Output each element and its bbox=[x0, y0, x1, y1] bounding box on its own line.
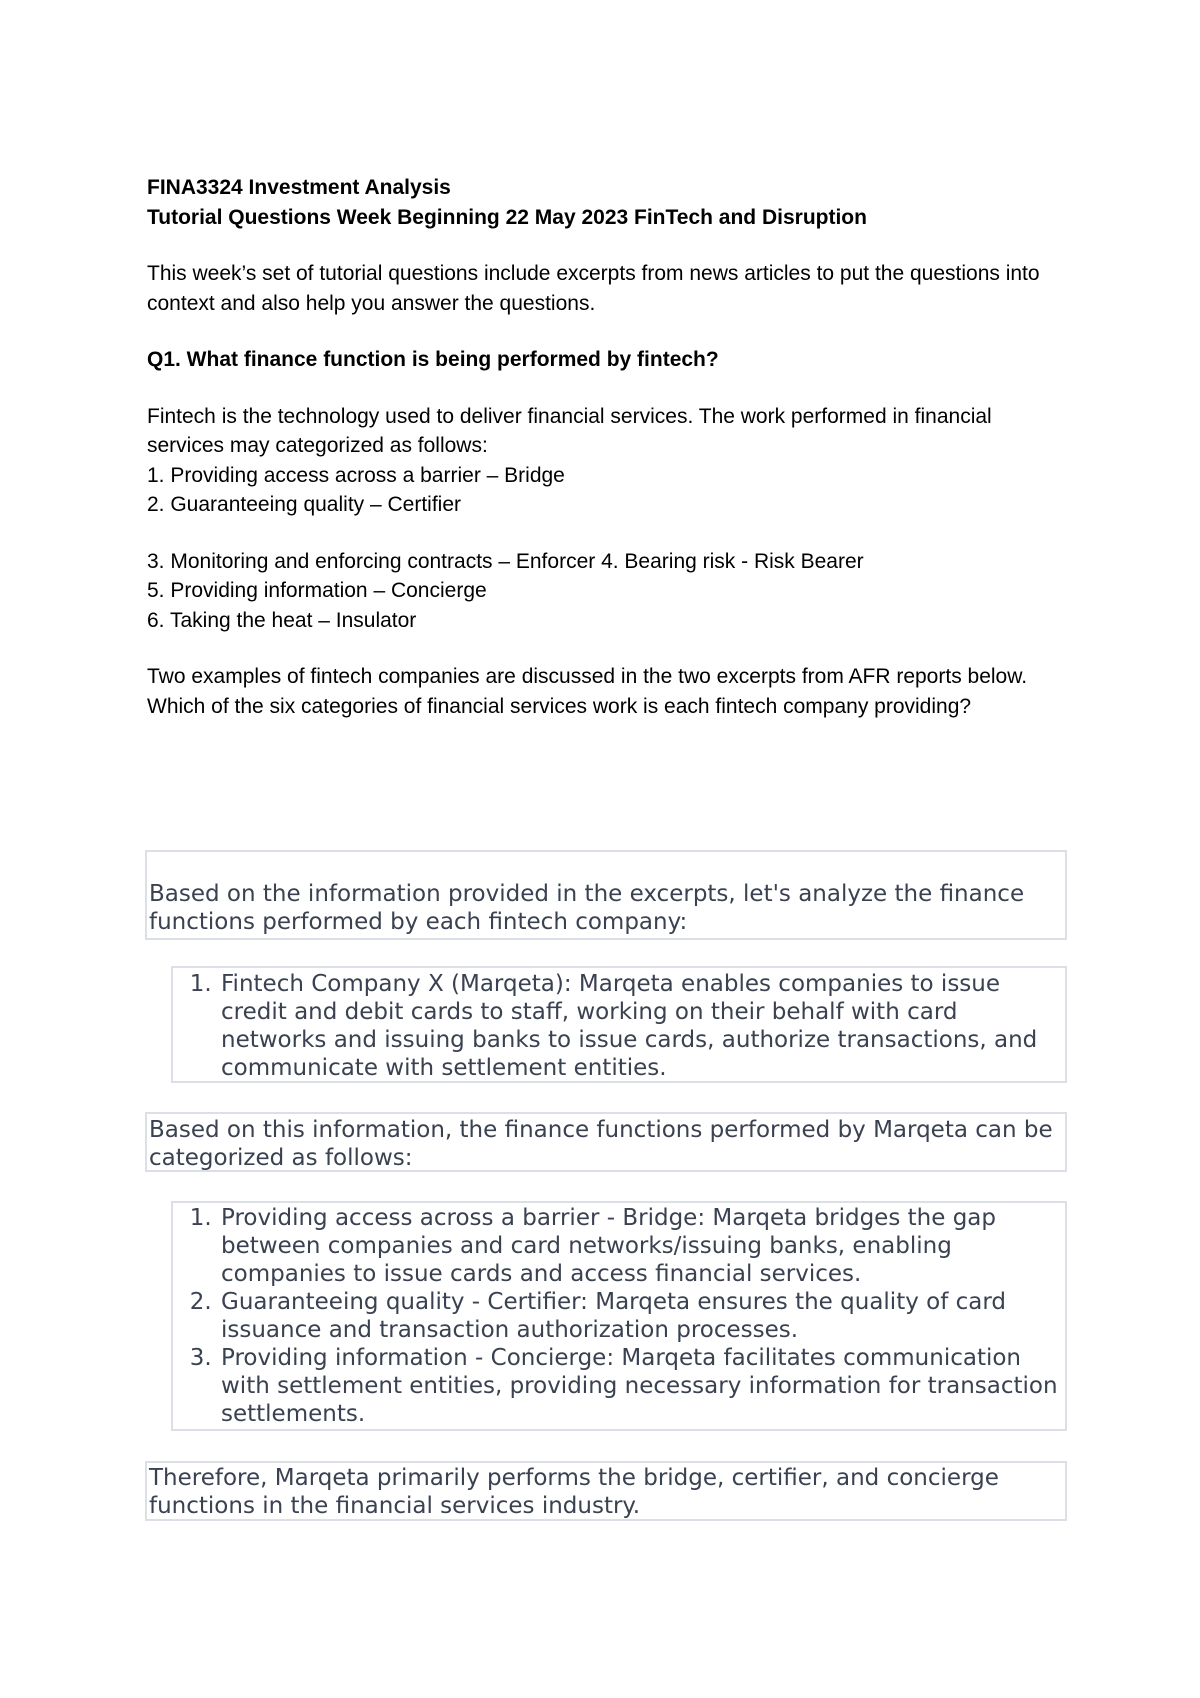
category-item: 1. Providing access across a barrier – Bridge bbox=[147, 463, 565, 487]
list-item: 2. Guaranteeing quality - Certifier: Marqeta ensures the quality of card issuance and transaction authorization processes. bbox=[219, 1288, 1063, 1344]
course-title: FINA3324 Investment Analysis bbox=[147, 176, 451, 199]
category-intro-text: Based on this information, the finance functions performed by Marqeta can be categorized as follows: bbox=[149, 1117, 1053, 1171]
list-item: 1. Providing access across a barrier - Bridge: Marqeta bridges the gap between companies and card networks/issuing banks, enabling companies to issue cards and access financial services. bbox=[219, 1204, 1063, 1288]
functions-list bbox=[175, 1204, 1063, 1428]
list-item: 3. Providing information - Concierge: Marqeta facilitates communication with settlement entities, providing necessary information for transaction settlements. bbox=[219, 1344, 1063, 1428]
answer-intro-text: Based on the information provided in the excerpts, let's analyze the finance functions performed by each fintech company: bbox=[149, 881, 1025, 935]
list-item: 1. Fintech Company X (Marqeta): Marqeta enables companies to issue credit and debit cards to staff, working on their behalf with card networks and issuing banks to issue cards, authorize transactions, and communicate with settlement entities. bbox=[219, 970, 1063, 1082]
question-1-closing: Two examples of fintech companies are discussed in the two excerpts from AFR reports below. Which of the six categories of financial services work is each fintech company providing? bbox=[147, 665, 1028, 718]
category-item: 2. Guaranteeing quality – Certifier bbox=[147, 493, 462, 516]
category-item: 6. Taking the heat – Insulator bbox=[147, 608, 417, 632]
document-body bbox=[147, 173, 1067, 721]
company-list-box bbox=[171, 966, 1067, 1083]
functions-list-box bbox=[171, 1201, 1067, 1431]
answer-intro-box bbox=[145, 850, 1067, 940]
company-list bbox=[175, 970, 1063, 1082]
conclusion-box bbox=[145, 1461, 1067, 1521]
question-1-paragraph: Fintech is the technology used to deliver financial services. The work performed in financial services may categorized as follows: bbox=[147, 404, 992, 457]
category-item: 5. Providing information – Concierge bbox=[147, 579, 487, 602]
category-item: 3. Monitoring and enforcing contracts – Enforcer 4. Bearing risk - Risk Bearer bbox=[147, 549, 864, 573]
tutorial-subtitle: Tutorial Questions Week Beginning 22 May 2023 FinTech and Disruption bbox=[147, 205, 867, 229]
conclusion-text: Therefore, Marqeta primarily performs the bridge, certifier, and concierge functions in the financial services industry. bbox=[149, 1465, 999, 1519]
question-1-title: Q1. What finance function is being performed by fintech? bbox=[147, 348, 719, 371]
intro-paragraph: This week’s set of tutorial questions include excerpts from news articles to put the questions into context and also help you answer the questions. bbox=[147, 262, 1040, 315]
category-intro-box bbox=[145, 1112, 1067, 1172]
